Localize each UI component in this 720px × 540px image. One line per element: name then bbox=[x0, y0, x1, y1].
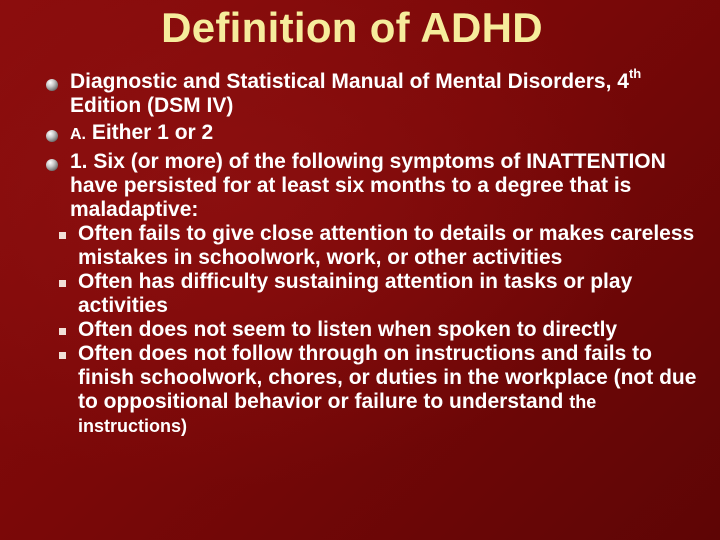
symptom-text: Often does not seem to listen when spoken to directly bbox=[78, 318, 618, 341]
sphere-bullet-icon bbox=[46, 159, 58, 171]
symptom-item bbox=[44, 270, 704, 318]
bullet-criterion-one bbox=[44, 150, 704, 222]
bullet-dsm-text-end: Edition (DSM IV) bbox=[70, 94, 234, 117]
square-bullet-icon bbox=[59, 352, 66, 359]
symptom-text: Often fails to give close attention to details or makes careless mistakes in schoolwork, work, or other activities bbox=[78, 222, 695, 269]
square-bullet-icon bbox=[59, 328, 66, 335]
slide-content bbox=[44, 66, 704, 438]
sphere-bullet-icon bbox=[46, 130, 58, 142]
bullet-dsm-text-start: Diagnostic and Statistical Manual of Mental Disorders, 4 bbox=[70, 70, 629, 93]
bullet-dsm-superscript: th bbox=[628, 66, 642, 81]
criterion-one-text: 1. Six (or more) of the following symptoms of INATTENTION have persisted for at least six months to a degree that is maladaptive: bbox=[70, 150, 666, 221]
symptom-text-tail: the instructions) bbox=[78, 392, 597, 436]
symptom-text: Often does not follow through on instructions and fails to finish schoolwork, chores, or duties in the workplace (not due to oppositional behavior or failure to understand bbox=[78, 342, 697, 413]
symptom-item bbox=[44, 318, 704, 342]
bullet-either bbox=[44, 121, 704, 147]
symptom-text: Often has difficulty sustaining attention in tasks or play activities bbox=[78, 270, 633, 317]
bullet-dsm bbox=[44, 66, 704, 118]
sphere-bullet-icon bbox=[46, 79, 58, 91]
square-bullet-icon bbox=[59, 232, 66, 239]
square-bullet-icon bbox=[59, 280, 66, 287]
slide-title: Definition of ADHD bbox=[161, 4, 543, 51]
bullet-either-text: Either 1 or 2 bbox=[86, 121, 214, 144]
symptom-item bbox=[44, 222, 704, 270]
bullet-either-letter: A. bbox=[70, 126, 86, 143]
symptom-item bbox=[44, 342, 704, 438]
